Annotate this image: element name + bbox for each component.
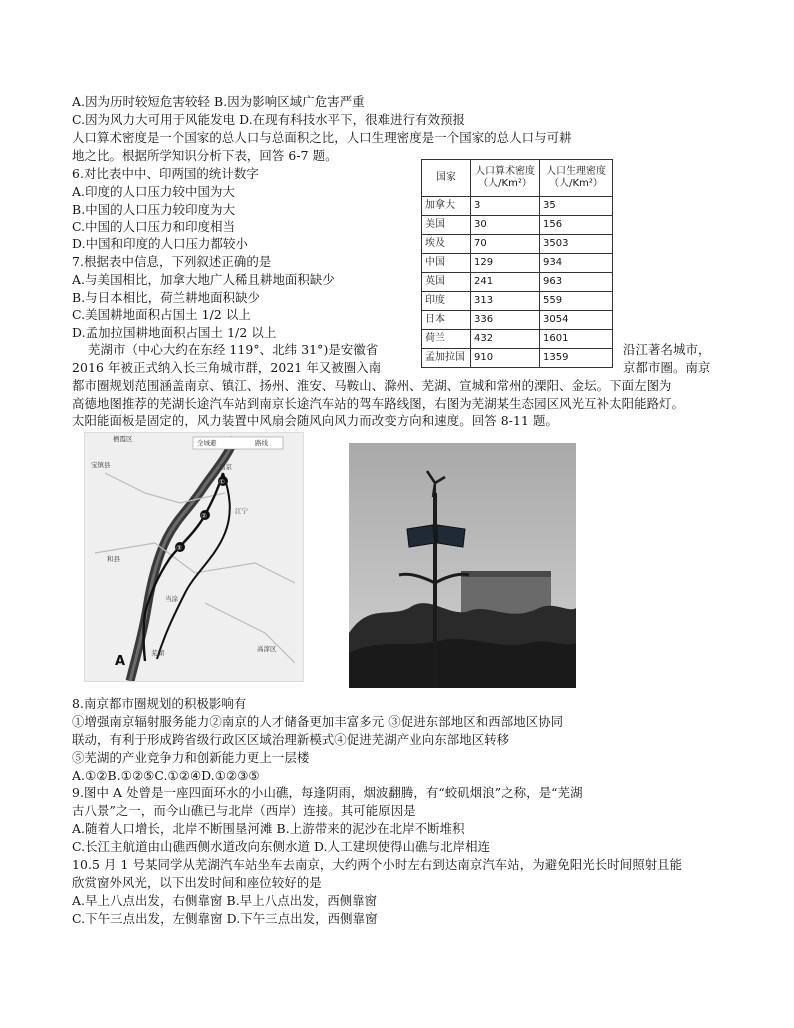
text-line: ⑤芜湖的产业竞争力和创新能力更上一层楼 [72,750,310,765]
table-row [422,235,613,254]
map-label-qixia: 宝镇县 [91,461,111,469]
table-cell: 129 [471,254,540,273]
text-line: 8.南京都市圈规划的积极影响有 [72,696,247,711]
text-line: C.美国耕地面积占国土 1/2 以上 [72,307,251,322]
table-row [422,292,613,311]
text-line: A.因为历时较短危害较轻 B.因为影响区域广危害严重 [72,94,365,109]
table-cell: 孟加拉国 [422,349,471,368]
table-cell: 日本 [422,311,471,330]
table-row [422,330,613,349]
stop-3-label: ③ [176,544,182,552]
table-row [422,273,613,292]
text-line: 10.5 月 1 号某同学从芜湖汽车站坐车去南京，大约两个小时左右到达南京汽车站，为避免阳光长时间照射且能 [72,857,683,872]
route-map-svg [85,433,303,681]
text-line: 太阳能面板是固定的，风力装置中风扇会随风向风力而改变方向和速度。回答 8-11 题。 [72,413,558,428]
text-line: A.①②B.①②⑤C.①②④D.①②③⑤ [72,768,260,783]
text-line: 都市圈规划范围涵盖南京、镇江、扬州、淮安、马鞍山、滁州、芜湖、宣城和常州的溧阳、金坛。下面左图为 [72,378,672,393]
text-line: A.与美国相比，加拿大地广人稀且耕地面积缺少 [72,272,335,287]
table-cell: 3503 [540,235,613,254]
map-label-jiangning: 江宁 [235,507,248,515]
table-cell: 英国 [422,273,471,292]
table-cell: 荷兰 [422,330,471,349]
text-line: 7.根据表中信息，下列叙述正确的是 [72,254,272,269]
text-line: C.下午三点出发，左侧靠窗 D.下午三点出发，西侧靠窗 [72,911,378,926]
table-cell: 1359 [540,349,613,368]
text-line: ①增强南京辐射服务能力②南京的人才储备更加丰富多元 ③促进东部地区和西部地区协同 [72,714,564,729]
table-cell: 30 [471,216,540,235]
text-line: 芜湖市（中心大约在东经 119°、北纬 31°)是安徽省 [88,342,379,357]
table-row [422,216,613,235]
table-cell: 963 [540,273,613,292]
table-cell: 印度 [422,292,471,311]
map-marker-a: A [115,654,126,669]
text-line: C.中国的人口压力和印度相当 [72,219,236,234]
map-label-bottom-right: 高淳区 [257,645,277,653]
table-cell: 3054 [540,311,613,330]
text-line: A.早上八点出发，右侧靠窗 B.早上八点出发，西侧靠窗 [72,893,378,908]
stop-2-label: ② [201,512,207,520]
text-line: D.中国和印度的人口压力都较小 [72,236,249,251]
text-line: C.因为风力大可用于风能发电 D.在现有科技水平下，很难进行有效预报 [72,112,466,127]
table-cell: 加拿大 [422,197,471,216]
table-header-arithmetic: 人口算术密度（人/Km²） [471,160,540,197]
side-text-a: 沿江著名城市， [623,342,711,357]
table-row [422,254,613,273]
table-cell: 432 [471,330,540,349]
text-line: C.长江主航道由山礁西侧水道改向东侧水道 D.人工建坝使得山礁与北岸相连 [72,839,491,854]
text-line: 人口算术密度是一个国家的总人口与总面积之比，人口生理密度是一个国家的总人口与可耕 [72,130,572,145]
population-density-table [421,159,613,368]
table-cell: 埃及 [422,235,471,254]
map-label-dangtu: 当涂 [165,595,178,603]
text-line: B.中国的人口压力较印度为大 [72,202,236,217]
text-line: 9.图中 A 处曾是一座四面环水的小山礁，每逢阴雨，烟波翻腾，有“蛟矶烟浪”之称，是“芜湖 [72,785,583,800]
text-line: A.随着人口增长，北岸不断围垦河滩 B.上游带来的泥沙在北岸不断堆积 [72,821,465,836]
map-label-top-left: 栖霞区 [113,435,133,443]
text-line: 高德地图推荐的芜湖长途汽车站到南京长途汽车站的驾车路线图，右图为芜湖某生态园区风光互补太阳能路灯。 [72,396,685,411]
table-cell: 35 [540,197,613,216]
map-label-nanjing: 南京 [219,463,232,471]
table-cell: 313 [471,292,540,311]
side-text-b: 京都市圈。南京 [623,360,711,375]
route-map [84,432,304,682]
legend-start-label: 全城避 [197,439,217,447]
table-cell: 934 [540,254,613,273]
solar-street-lamp-photo [349,443,576,688]
legend-route-label: 路线 [255,439,268,447]
lamp-pole [433,493,437,688]
table-row [422,349,613,368]
table-cell: 美国 [422,216,471,235]
text-line: 欣赏窗外风光，以下出发时间和座位较好的是 [72,875,322,890]
map-label-wuhu: 芜湖 [151,649,164,657]
text-line: D.孟加拉国耕地面积占国土 1/2 以上 [72,325,277,340]
photo-svg [349,443,576,688]
table-cell: 中国 [422,254,471,273]
map-label-hexian: 和县 [107,555,120,563]
table-cell: 559 [540,292,613,311]
text-line: 古八景”之一，而今山礁已与北岸（西岸）连接。其可能原因是 [72,803,416,818]
solar-panel-left [407,525,435,547]
text-line: 6.对比表中中、印两国的统计数字 [72,166,259,181]
text-line: B.与日本相比，荷兰耕地面积缺少 [72,290,261,305]
table-cell: 156 [540,216,613,235]
text-line: 2016 年被正式纳入长三角城市群，2021 年又被圈入南 [72,360,382,375]
table-cell: 70 [471,235,540,254]
table-row [422,197,613,216]
table-header-physiological: 人口生理密度（人/Km²） [540,160,613,197]
table-cell: 1601 [540,330,613,349]
table-cell: 241 [471,273,540,292]
table-cell: 3 [471,197,540,216]
table-header-row [422,160,613,197]
table-cell: 336 [471,311,540,330]
solar-panel-right [437,525,465,547]
stop-1-label: ① [219,478,225,486]
text-line: 地之比。根据所学知识分析下表，回答 6-7 题。 [72,148,338,163]
table-cell: 910 [471,349,540,368]
table-header-country: 国家 [422,160,471,197]
text-line: A.印度的人口压力较中国为大 [72,184,235,199]
text-line: 联动，有利于形成跨省级行政区区域治理新模式④促进芜湖产业向东部地区转移 [72,732,510,747]
table-row [422,311,613,330]
